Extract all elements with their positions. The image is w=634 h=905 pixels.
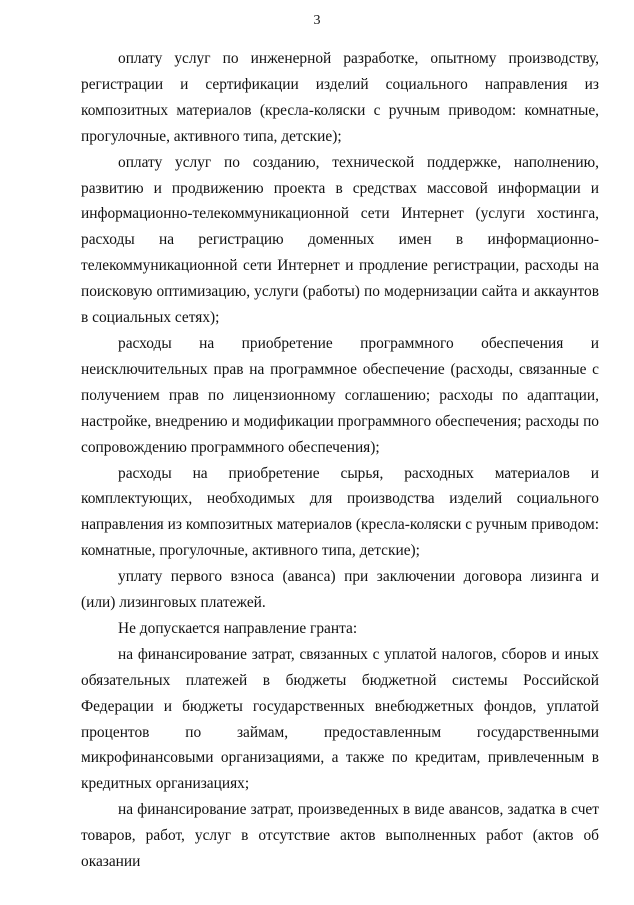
paragraph-engineering-services: оплату услуг по инженерной разработке, опытному производству, регистрации и сертификации изделий социального направления из композитных материалов (кресла-коляски с ручным приводом: комнатные, прогулочные, активного типа, детские); [81, 50, 599, 145]
paragraph-taxes-restriction: на финансирование затрат, связанных с уплатой налогов, сборов и иных обязательных платежей в бюджеты бюджетной системы Российской Федерации и бюджеты государственных внебюджетных фондов, уплатой процентов по займам, предоставленным государственными микрофинансовыми организациями, а также по кредитам, привлеченным в кредитных организациях; [81, 645, 599, 793]
paragraph-software-costs: расходы на приобретение программного обеспечения и неисключительных прав на программное обеспечение (расходы, связанные с получением прав по лицензионному соглашению; расходы по адаптации, настройке, внедрению и модификации программного обеспечения; расходы по сопровождению программного обеспечения); [81, 334, 599, 456]
page-number: 3 [313, 13, 321, 28]
paragraph-advances-restriction: на финансирование затрат, произведенных в виде авансов, задатка в счет товаров, работ, услуг в отсутствие актов выполненных работ (актов об оказании [81, 801, 599, 871]
paragraph-raw-materials: расходы на приобретение сырья, расходных материалов и комплектующих, необходимых для производства изделий социального направления из композитных материалов (кресла-коляски с ручным приводом: комнатные, прогулочные, активного типа, детские); [81, 464, 599, 560]
paragraph-media-promotion: оплату услуг по созданию, технической поддержке, наполнению, развитию и продвижению проекта в средствах массовой информации и информационно-телекоммуникационной сети Интернет (услуги хостинга, расходы на регистрацию доменных имен в информационно-телекоммуникационной сети Интернет и продление регистрации, расходы на поисковую оптимизацию, услуги (работы) по модернизации сайта и аккаунтов в социальных сетях); [81, 153, 599, 327]
document-body [81, 46, 599, 875]
paragraph-leasing: уплату первого взноса (аванса) при заключении договора лизинга и (или) лизинговых платежей. [81, 568, 599, 612]
paragraph-grant-restrictions-heading: Не допускается направление гранта: [118, 619, 358, 637]
